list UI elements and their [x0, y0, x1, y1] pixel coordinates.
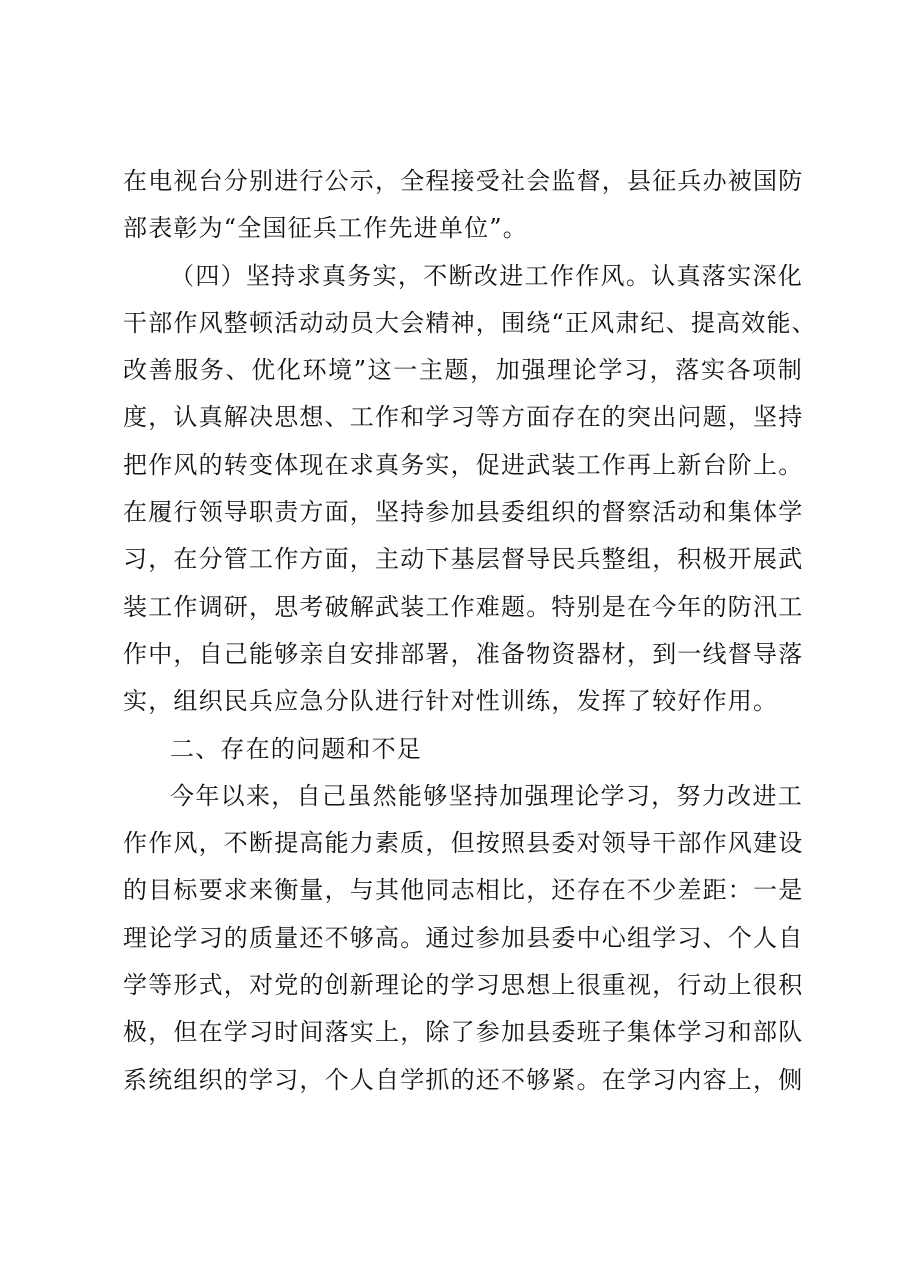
paragraph-heading-line: （四）坚持求真务实，不断改进工作作风。认真落实深化 [170, 261, 803, 290]
text-line: 极，但在学习时间落实上，除了参加县委班子集体学习和部队 [123, 1018, 804, 1047]
text-line: 部表彰为“全国征兵工作先进单位”。 [123, 214, 528, 243]
text-line: 实，组织民兵应急分队进行针对性训练，发挥了较好作用。 [123, 687, 779, 716]
document-body [123, 158, 817, 1104]
text-line: 干部作风整顿活动动员大会精神，围绕“正风肃纪、提高效能、 [123, 308, 817, 337]
section-heading: 二、存在的问题和不足 [170, 734, 422, 763]
text-line: 习，在分管工作方面，主动下基层督导民兵整组，积极开展武 [123, 545, 804, 574]
text-line: 在履行领导职责方面，坚持参加县委组织的督察活动和集体学 [123, 498, 804, 527]
text-line: 装工作调研，思考破解武装工作难题。特别是在今年的防汛工 [123, 592, 804, 621]
text-line: 理论学习的质量还不够高。通过参加县委中心组学习、个人自 [123, 923, 804, 952]
text-line: 度，认真解决思想、工作和学习等方面存在的突出问题，坚持 [123, 403, 804, 432]
text-line: 学等形式，对党的创新理论的学习思想上很重视，行动上很积 [123, 971, 804, 1000]
text-line: 今年以来，自己虽然能够坚持加强理论学习，努力改进工 [170, 781, 803, 810]
text-line: 系统组织的学习，个人自学抓的还不够紧。在学习内容上，侧 [123, 1065, 804, 1094]
text-line: 作中，自己能够亲自安排部署，准备物资器材，到一线督导落 [123, 639, 804, 668]
text-line: 把作风的转变体现在求真务实，促进武装工作再上新台阶上。 [123, 450, 804, 479]
text-line: 作作风，不断提高能力素质，但按照县委对领导干部作风建设 [123, 829, 804, 858]
text-line: 在电视台分别进行公示，全程接受社会监督，县征兵办被国防 [123, 167, 804, 195]
text-line: 改善服务、优化环境”这一主题，加强理论学习，落实各项制 [123, 356, 803, 385]
text-line: 的目标要求来衡量，与其他同志相比，还存在不少差距：一是 [123, 876, 804, 905]
